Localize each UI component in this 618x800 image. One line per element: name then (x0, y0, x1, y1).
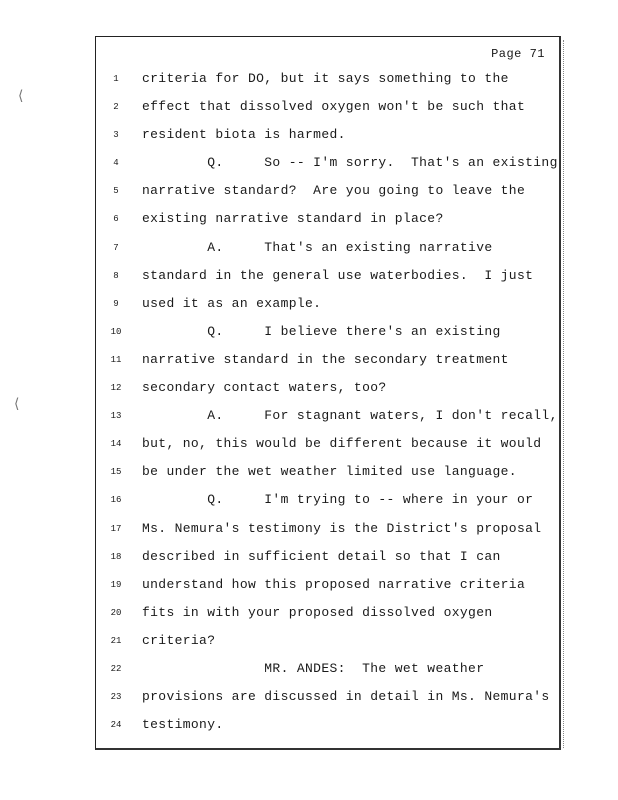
transcript-line: but, no, this would be different because it would (142, 436, 542, 452)
line-number: 22 (110, 663, 122, 674)
transcript-line: MR. ANDES: The wet weather (142, 660, 485, 676)
transcript-line: criteria for DO, but it says something to the (142, 71, 509, 86)
transcript-line: testimony. (142, 717, 224, 733)
line-number: 15 (110, 467, 122, 478)
transcript-line: Ms. Nemura's testimony is the District's proposal (142, 520, 542, 536)
line-number: 17 (110, 523, 122, 534)
line-number: 16 (110, 495, 122, 506)
line-number: 4 (113, 158, 119, 169)
transcript-line: A. That's an existing narrative (142, 239, 493, 255)
transcript-line: used it as an example. (142, 295, 322, 311)
transcript-text (142, 70, 557, 744)
transcript-line: standard in the general use waterbodies. I just (142, 267, 534, 283)
page-number: Page 71 (491, 47, 545, 61)
transcript-line: existing narrative standard in place? (142, 211, 444, 227)
transcript-line: criteria? (142, 632, 216, 648)
line-number: 12 (110, 383, 122, 394)
transcript-line: resident biota is harmed. (142, 127, 346, 143)
line-number: 1 (113, 74, 119, 84)
line-number: 7 (113, 242, 119, 253)
transcript-line: understand how this proposed narrative criteria (142, 576, 526, 592)
line-number: 13 (110, 411, 122, 422)
line-number-column (110, 70, 122, 744)
line-number: 24 (110, 720, 122, 731)
transcript-line: Q. I believe there's an existing (142, 323, 501, 339)
line-number: 2 (113, 102, 119, 113)
transcript-line: secondary contact waters, too? (142, 380, 387, 396)
transcript-line: Q. I'm trying to -- where in your or (142, 492, 534, 508)
line-number: 8 (113, 270, 119, 281)
line-number: 3 (113, 130, 119, 141)
margin-scan-mark: ⟨ (14, 396, 20, 412)
line-number: 14 (110, 439, 122, 450)
line-number: 18 (110, 551, 122, 562)
transcript-line: narrative standard in the secondary treatment (142, 351, 509, 367)
transcript-line: Q. So -- I'm sorry. That's an existing (142, 155, 558, 171)
line-number: 23 (110, 692, 122, 703)
line-number: 11 (110, 354, 122, 365)
transcript-line: effect that dissolved oxygen won't be such that (142, 99, 526, 115)
transcript-line: fits in with your proposed dissolved oxygen (142, 604, 493, 620)
line-number: 6 (113, 214, 119, 225)
line-number: 20 (110, 607, 122, 618)
transcript-line: A. For stagnant waters, I don't recall, (142, 408, 558, 424)
line-number: 5 (113, 186, 119, 197)
line-number: 19 (110, 579, 122, 590)
transcript-line: described in sufficient detail so that I can (142, 548, 501, 564)
line-number: 21 (110, 635, 122, 646)
page-edge-divider (559, 40, 564, 748)
margin-scan-mark: ⟨ (18, 88, 24, 104)
line-number: 10 (110, 326, 122, 337)
transcript-line: narrative standard? Are you going to leave the (142, 183, 526, 199)
line-number: 9 (113, 298, 119, 309)
transcript-line: be under the wet weather limited use language. (142, 464, 517, 480)
transcript-line: provisions are discussed in detail in Ms. Nemura's (142, 689, 550, 705)
